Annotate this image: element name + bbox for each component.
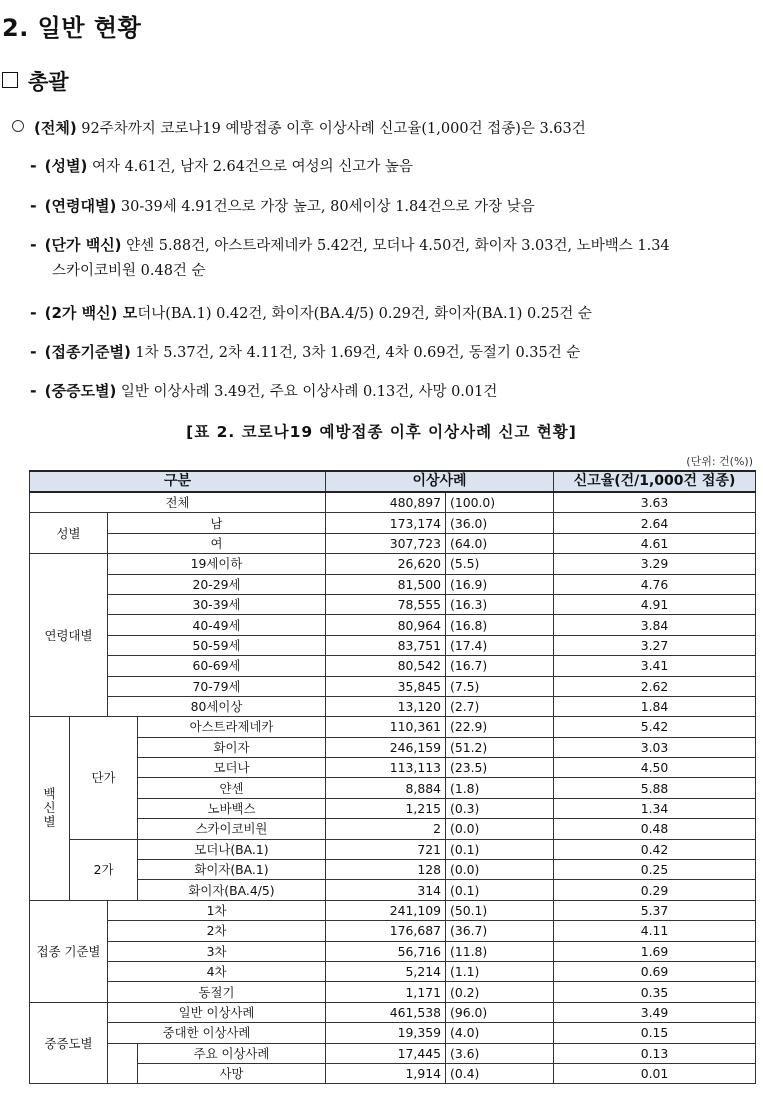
row-label: 4차 bbox=[108, 961, 326, 981]
row-count: 81,500 bbox=[326, 574, 446, 594]
row-label: 스카이코비원 bbox=[138, 819, 326, 839]
row-pct: (0.4) bbox=[446, 1063, 554, 1083]
row-count: 1,171 bbox=[326, 982, 446, 1002]
bullet-bivalent bbox=[30, 302, 592, 323]
dash-icon: - bbox=[30, 342, 37, 361]
row-label: 80세이상 bbox=[108, 696, 326, 716]
table-row bbox=[30, 676, 756, 696]
row-pct: (64.0) bbox=[446, 533, 554, 553]
row-rate: 0.15 bbox=[554, 1023, 756, 1043]
bullet-mono-vaccine-cont: 스카이코비원 0.48건 순 bbox=[52, 263, 206, 279]
row-pct: (23.5) bbox=[446, 758, 554, 778]
row-count: 1,914 bbox=[326, 1063, 446, 1083]
square-bullet-icon bbox=[2, 72, 18, 88]
bullet-text: 일반 이상사례 3.49건, 주요 이상사례 0.13건, 사망 0.01건 bbox=[116, 384, 498, 400]
table-row bbox=[30, 1043, 756, 1063]
row-rate: 3.49 bbox=[554, 1002, 756, 1022]
row-count: 56,716 bbox=[326, 941, 446, 961]
row-rate: 5.88 bbox=[554, 778, 756, 798]
row-rate: 0.42 bbox=[554, 839, 756, 859]
bullet-sex bbox=[30, 155, 413, 176]
subsection-heading bbox=[2, 66, 69, 96]
row-label: 모더나 bbox=[138, 758, 326, 778]
group-mono: 단가 bbox=[70, 717, 138, 839]
bullet-mono-vaccine bbox=[30, 234, 670, 255]
overview-text: 92주차까지 코로나19 예방접종 이후 이상사례 신고율(1,000건 접종)은 3.63건 bbox=[76, 121, 586, 137]
table-row bbox=[30, 656, 756, 676]
row-rate: 4.50 bbox=[554, 758, 756, 778]
row-count: 19,359 bbox=[326, 1023, 446, 1043]
bullet-text: 1차 5.37건, 2차 4.11건, 3차 1.69건, 4차 0.69건, 동절기 0.35건 순 bbox=[130, 345, 581, 361]
table-row bbox=[30, 1023, 756, 1043]
row-label: 노바백스 bbox=[138, 798, 326, 818]
row-rate: 4.91 bbox=[554, 594, 756, 614]
row-pct: (22.9) bbox=[446, 717, 554, 737]
row-label: 주요 이상사례 bbox=[138, 1043, 326, 1063]
row-count: 176,687 bbox=[326, 921, 446, 941]
table-caption: [표 2. 코로나19 예방접종 이후 이상사례 신고 현황] bbox=[186, 423, 577, 441]
table-row bbox=[30, 961, 756, 981]
row-pct: (0.0) bbox=[446, 860, 554, 880]
table-row bbox=[30, 696, 756, 716]
row-label: 3차 bbox=[108, 941, 326, 961]
header-rate: 신고율(건/1,000건 접종) bbox=[554, 471, 756, 492]
table-row bbox=[30, 574, 756, 594]
row-rate: 2.64 bbox=[554, 513, 756, 533]
table-row bbox=[30, 533, 756, 553]
row-label: 19세이하 bbox=[108, 554, 326, 574]
bullet-text: 얀센 5.88건, 아스트라제네카 5.42건, 모더나 4.50건, 화이자 3.03건, 노바백스 1.34 bbox=[121, 238, 670, 254]
row-count: 110,361 bbox=[326, 717, 446, 737]
row-count: 8,884 bbox=[326, 778, 446, 798]
table-row bbox=[30, 921, 756, 941]
row-rate: 0.48 bbox=[554, 819, 756, 839]
row-pct: (2.7) bbox=[446, 696, 554, 716]
row-rate: 1.84 bbox=[554, 696, 756, 716]
row-count: 83,751 bbox=[326, 635, 446, 655]
row-rate: 3.27 bbox=[554, 635, 756, 655]
row-rate: 0.35 bbox=[554, 982, 756, 1002]
table-row bbox=[30, 798, 756, 818]
bullet-label: (접종기준별) bbox=[44, 343, 131, 361]
bullet-label: (2가 백신) 모 bbox=[44, 304, 138, 322]
row-label: 화이자 bbox=[138, 737, 326, 757]
row-label: 40-49세 bbox=[108, 615, 326, 635]
row-pct: (11.8) bbox=[446, 941, 554, 961]
table-row bbox=[30, 594, 756, 614]
row-label: 1차 bbox=[108, 900, 326, 920]
group-dose: 접종 기준별 bbox=[30, 900, 108, 1002]
row-label: 모더나(BA.1) bbox=[138, 839, 326, 859]
row-pct: (17.4) bbox=[446, 635, 554, 655]
row-rate: 1.34 bbox=[554, 798, 756, 818]
adverse-event-table bbox=[29, 470, 756, 1084]
row-pct: (7.5) bbox=[446, 676, 554, 696]
row-count: 80,542 bbox=[326, 656, 446, 676]
row-pct: (0.2) bbox=[446, 982, 554, 1002]
row-pct: (36.0) bbox=[446, 513, 554, 533]
row-pct: (0.3) bbox=[446, 798, 554, 818]
row-label: 화이자(BA.4/5) bbox=[138, 880, 326, 900]
row-pct: (51.2) bbox=[446, 737, 554, 757]
row-rate: 4.61 bbox=[554, 533, 756, 553]
row-label: 전체 bbox=[30, 492, 326, 513]
row-count: 17,445 bbox=[326, 1043, 446, 1063]
row-pct: (5.5) bbox=[446, 554, 554, 574]
row-rate: 0.25 bbox=[554, 860, 756, 880]
row-pct: (1.1) bbox=[446, 961, 554, 981]
row-pct: (3.6) bbox=[446, 1043, 554, 1063]
row-pct: (1.8) bbox=[446, 778, 554, 798]
table-row bbox=[30, 717, 756, 737]
row-label: 동절기 bbox=[108, 982, 326, 1002]
table-row bbox=[30, 737, 756, 757]
row-label: 화이자(BA.1) bbox=[138, 860, 326, 880]
row-count: 113,113 bbox=[326, 758, 446, 778]
row-rate: 3.63 bbox=[554, 492, 756, 513]
row-pct: (16.8) bbox=[446, 615, 554, 635]
bullet-text: 더나(BA.1) 0.42건, 화이자(BA.4/5) 0.29건, 화이자(BA.1) 0.25건 순 bbox=[137, 306, 592, 322]
row-count: 1,215 bbox=[326, 798, 446, 818]
bullet-text: 30-39세 4.91건으로 가장 높고, 80세이상 1.84건으로 가장 낮음 bbox=[116, 199, 535, 215]
row-count: 246,159 bbox=[326, 737, 446, 757]
overview-label: (전체) bbox=[34, 119, 77, 137]
row-rate: 3.29 bbox=[554, 554, 756, 574]
row-label: 아스트라제네카 bbox=[138, 717, 326, 737]
bullet-age bbox=[30, 195, 535, 216]
row-count: 173,174 bbox=[326, 513, 446, 533]
row-rate: 2.62 bbox=[554, 676, 756, 696]
row-rate: 4.11 bbox=[554, 921, 756, 941]
row-label: 50-59세 bbox=[108, 635, 326, 655]
row-count: 307,723 bbox=[326, 533, 446, 553]
row-pct: (0.0) bbox=[446, 819, 554, 839]
row-pct: (0.1) bbox=[446, 880, 554, 900]
row-count: 721 bbox=[326, 839, 446, 859]
row-pct: (100.0) bbox=[446, 492, 554, 513]
row-label: 70-79세 bbox=[108, 676, 326, 696]
circle-bullet-icon bbox=[12, 120, 24, 132]
table-header-row bbox=[30, 471, 756, 492]
row-count: 128 bbox=[326, 860, 446, 880]
row-rate: 1.69 bbox=[554, 941, 756, 961]
overview-line bbox=[12, 117, 586, 138]
row-count: 314 bbox=[326, 880, 446, 900]
row-rate: 3.41 bbox=[554, 656, 756, 676]
row-rate: 5.37 bbox=[554, 900, 756, 920]
bullet-label: (중증도별) bbox=[44, 382, 117, 400]
table-row bbox=[30, 941, 756, 961]
row-pct: (96.0) bbox=[446, 1002, 554, 1022]
table-row bbox=[30, 635, 756, 655]
table-row bbox=[30, 778, 756, 798]
table-row bbox=[30, 1002, 756, 1022]
row-label: 남 bbox=[108, 513, 326, 533]
row-rate: 3.84 bbox=[554, 615, 756, 635]
row-pct: (4.0) bbox=[446, 1023, 554, 1043]
bullet-label: (단가 백신) bbox=[44, 236, 122, 254]
table-row bbox=[30, 1063, 756, 1083]
row-rate: 0.29 bbox=[554, 880, 756, 900]
row-rate: 0.69 bbox=[554, 961, 756, 981]
dash-icon: - bbox=[30, 156, 37, 175]
row-pct: (16.3) bbox=[446, 594, 554, 614]
row-count: 13,120 bbox=[326, 696, 446, 716]
header-count: 이상사례 bbox=[326, 471, 554, 492]
row-rate: 5.42 bbox=[554, 717, 756, 737]
group-sex: 성별 bbox=[30, 513, 108, 554]
indent-spacer bbox=[108, 1043, 138, 1084]
section-heading: 2. 일반 현황 bbox=[2, 14, 142, 42]
dash-icon: - bbox=[30, 381, 37, 400]
bullet-label: (성별) bbox=[44, 157, 88, 175]
bullet-label: (연령대별) bbox=[44, 197, 117, 215]
row-pct: (36.7) bbox=[446, 921, 554, 941]
table-row bbox=[30, 615, 756, 635]
row-label: 사망 bbox=[138, 1063, 326, 1083]
row-label: 일반 이상사례 bbox=[108, 1002, 326, 1022]
row-count: 2 bbox=[326, 819, 446, 839]
group-vaccine bbox=[30, 717, 70, 901]
row-label: 여 bbox=[108, 533, 326, 553]
table-row bbox=[30, 982, 756, 1002]
row-label: 60-69세 bbox=[108, 656, 326, 676]
table-row bbox=[30, 554, 756, 574]
table-row bbox=[30, 758, 756, 778]
group-age: 연령대별 bbox=[30, 554, 108, 717]
row-count: 461,538 bbox=[326, 1002, 446, 1022]
row-label: 30-39세 bbox=[108, 594, 326, 614]
bullet-text: 여자 4.61건, 남자 2.64건으로 여성의 신고가 높음 bbox=[87, 159, 413, 175]
table-row bbox=[30, 819, 756, 839]
row-count: 241,109 bbox=[326, 900, 446, 920]
row-count: 5,214 bbox=[326, 961, 446, 981]
row-rate: 3.03 bbox=[554, 737, 756, 757]
row-pct: (16.9) bbox=[446, 574, 554, 594]
row-count: 78,555 bbox=[326, 594, 446, 614]
table-row bbox=[30, 839, 756, 859]
row-label: 2차 bbox=[108, 921, 326, 941]
row-label: 얀센 bbox=[138, 778, 326, 798]
table-row bbox=[30, 900, 756, 920]
dash-icon: - bbox=[30, 196, 37, 215]
row-count: 26,620 bbox=[326, 554, 446, 574]
table-row bbox=[30, 513, 756, 533]
header-category: 구분 bbox=[30, 471, 326, 492]
bullet-severity bbox=[30, 380, 497, 401]
group-bivalent: 2가 bbox=[70, 839, 138, 900]
row-count: 80,964 bbox=[326, 615, 446, 635]
subsection-title: 총괄 bbox=[28, 70, 69, 94]
group-vaccine-label: 백신별 bbox=[43, 785, 56, 829]
dash-icon: - bbox=[30, 235, 37, 254]
row-count: 35,845 bbox=[326, 676, 446, 696]
row-label: 중대한 이상사례 bbox=[108, 1023, 326, 1043]
bullet-dose bbox=[30, 341, 580, 362]
table-unit: (단위: 건(%)) bbox=[686, 455, 753, 468]
row-pct: (16.7) bbox=[446, 656, 554, 676]
row-rate: 4.76 bbox=[554, 574, 756, 594]
row-rate: 0.01 bbox=[554, 1063, 756, 1083]
table-row bbox=[30, 492, 756, 513]
dash-icon: - bbox=[30, 303, 37, 322]
row-pct: (0.1) bbox=[446, 839, 554, 859]
table-row bbox=[30, 860, 756, 880]
group-severity: 중증도별 bbox=[30, 1002, 108, 1084]
row-pct: (50.1) bbox=[446, 900, 554, 920]
row-rate: 0.13 bbox=[554, 1043, 756, 1063]
row-count: 480,897 bbox=[326, 492, 446, 513]
table-row bbox=[30, 880, 756, 900]
row-label: 20-29세 bbox=[108, 574, 326, 594]
